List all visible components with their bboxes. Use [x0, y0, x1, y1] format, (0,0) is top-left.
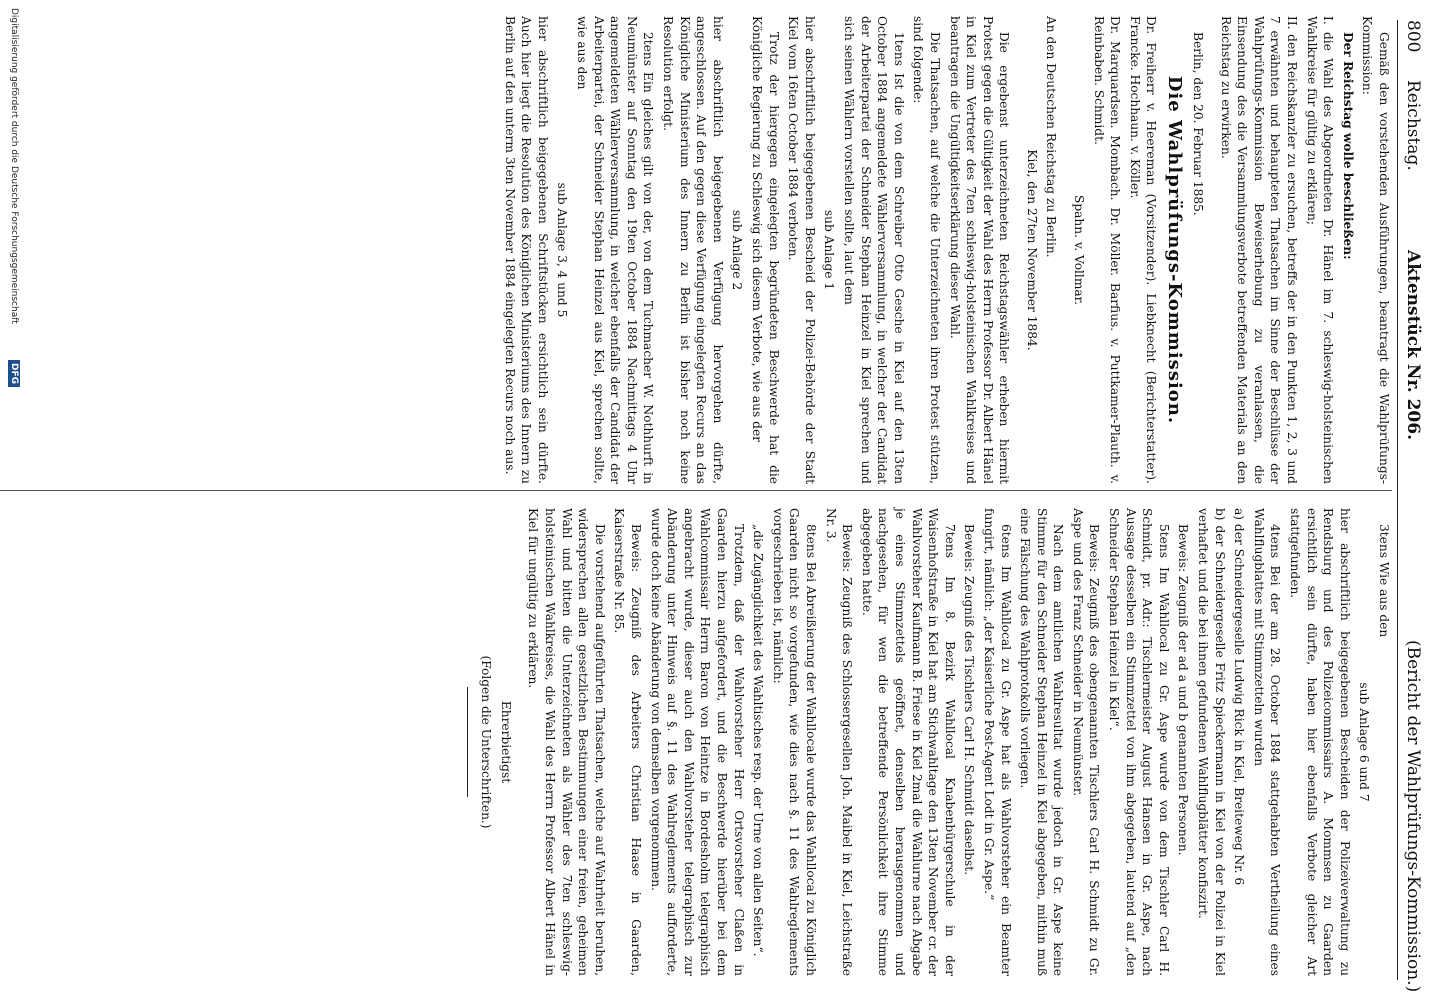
header-left-title: Reichstag.: [1403, 80, 1423, 171]
official-result-paragraph: Nach dem amtlichen Wahlresultat wurde jedoch in Gr. Aspe keine Stimme für den Schneider Stephan Heinzel in Kiel abgegeben, mithin muß eine Fälschung des Wahlprotokolls vorliegen.: [1018, 508, 1066, 976]
point-3-intro: 3tens Wie aus den: [1377, 524, 1391, 638]
annex-3-5-label: sub Anlage 3, 4 und 5: [555, 182, 570, 318]
point-4-item-b: b) der Schneidergeselle Fritz Spieckermann in Kiel von der Polizei in Kiel verhaftet und die bei ihnen gefundenen Wahlflugblätter konfiszirt.: [1196, 508, 1227, 976]
left-column: [498, 16, 1392, 484]
protest-paragraph-2: Die Thatsachen, auf welche die Unterzeichneten ihren Protest stützen, sind folgende:: [911, 16, 942, 484]
dfg-logo-badge: DFG: [8, 360, 20, 387]
annex-6-7-label: sub Anlage 6 und 7: [1357, 682, 1372, 802]
conclusion-paragraph: Die vorstehend aufgeführten Thatsachen, welche auf Wahrheit beruhen, widersprechen allen gesetzlichen Bestimmungen einer freien, geheimen Wahl und bitten die Unterzeichneten als Wähler des 7ten schleswig-holsteinischen Wahlkreises, die Wahl des Herrn Professor Albert Hänel in Kiel für ungültig zu erklären.: [526, 508, 607, 976]
point-1-paragraph: 1tens Ist die von dem Schreiber Otto Gesche in Kiel auf den 13ten October 1884 angemeldete Wählerversammlung, in welcher der Candidat der Arbeiterpartei der Schneider Stephan Heinzel in Kiel sprechen und sich seinen Wählern vorstellen sollte, laut dem: [841, 16, 906, 484]
point-2-paragraph: 2tens Ein gleiches gilt von der, von dem Tuchmacher W. Nothhurft in Neumünster auf Sonntag den 19ten October 1884 Nachmittags 4 Uhr angemeldeten Wählerversammlung, in welcher ebenfalls der Candidat der Arbeiterpartei, der Schneider Stephan Heinzel aus Kiel, sprechen sollte, wie aus den: [575, 16, 656, 484]
closing-rule: [467, 687, 468, 797]
header-rule: [1397, 20, 1398, 980]
column-divider: [0, 490, 1392, 491]
complaint-paragraph: Trotz der hiergegen eingelegten begründeten Beschwerde hat die Königliche Regierung zu Schleswig sich diesem Verbote, wie aus der: [750, 16, 781, 484]
berlin-date: Berlin, den 20. Februar 1885.: [1191, 32, 1206, 216]
point-8-paragraph: 8tens Bei Abreißierung der Wahllocale wurde das Wahllocal zu Königlich Gaarden nicht so vorgefunden, wie dies nach §. 11 des Wahlreglements vorgeschrieben ist, nämlich:: [770, 508, 818, 976]
page-number: 800: [1403, 20, 1423, 53]
point-4-item-a: a) der Schneidergeselle Ludwig Rick in Kiel, Breiteweg Nr. 6: [1232, 508, 1247, 886]
evidence-point-4: Beweis: Zeugniß der ad a und b genannten Personen.: [1176, 524, 1191, 856]
evidence-point-7: Beweis: Zeugniß des Schlossergesellen Joh. Maibel in Kiel, Leichstraße Nr. 3.: [823, 508, 855, 976]
signatory-line-2: Dr. Marquardsen. Mombach. Dr. Möller. Barfius. v. Puttkamer-Plauth. v. Reinbaben. Schmidt.: [1091, 16, 1123, 484]
point-3-paragraph: hier abschriftlich beigegebenen Bescheiden der Polizeiverwaltung zu Rendsburg und des Polizeicommissairs A. Mommsen zu Gaarden ersichtlich sein dürfte, haben hier ebenfalls Verbote gleicher Art stattgefunden.: [1288, 508, 1352, 976]
signatory-line-1: Dr. Freiherr v. Heereman (Vorsitzender). Liebknecht (Berichterstatter). Francke. Hochhaun. v. Köller.: [1127, 16, 1159, 484]
motion-item-2: II. den Reichskanzler zu ersuchen, betreffs der in den Punkten 1, 2, 3 und 7 erwähnten und behaupteten Thatsachen im Sinne der Beschlüsse der Wahlprüfungs-Kommission Beweiserhebung zu veranlassen, die Einsendung des die Versammlungsverbote betreffenden Materials an den Reichstag zu erwirken.: [1218, 16, 1300, 484]
protest-paragraph-1: Die ergebenst unterzeichneten Reichstagswähler erheben hiermit Protest gegen die Gültigkeit der Wahl des Herrn Professor Dr. Albert Hänel in Kiel zum Vertreter des 7ten schleswig-holsteinischen Wahlkreises und beantragen die Ungültigkeitserklärung dieser Wahl.: [947, 16, 1012, 484]
point-6-paragraph: 6tens Im Wahllocal zu Gr. Aspe hat als Wahlvorsteher ein Beamter fungirt, nämlich: „der Kaiserliche Post-Agent Lodt in Gr. Aspe.“: [981, 508, 1013, 976]
point-7-paragraph: 7tens Im 8. Bezirk Wahllocal Knabenbürgerschule in der Waisenhofstraße in Kiel hat am Stichwahltage den 13ten November cr. der Wahlvorsteher Kaufmann B. Friese in Kiel 2mal die Wahlurne nach Abgabe je eines Stimmzettels geöffnet, denselben herausgenommen und nachgesehen, für wen die betreffende Persönlichkeit ihre Stimme abgegeben hatte.: [859, 508, 957, 976]
document-label: Aktenstück Nr. 206.: [1403, 250, 1423, 441]
gaarden-paragraph: Trotzdem, daß der Wahlvorsteher Herr Ortsvorsteher Claßen in Gaarden hierzu aufgefordert, und die Beschwerde hierüber bei dem Wahlcommissair Herrn Baron von Heintze in Bordesholm telegraphisch angebracht wurde, dieser auch den Wahlvorsteher telegraphisch zur Abänderung unter Hinweis auf §. 11 des Wahlreglements aufforderte, wurde doch keine Abänderung von demselben vorgenommen.: [648, 508, 746, 976]
annex-3-5-paragraph: hier abschriftlich beigegebenen Schriftstücken ersichtlich sein dürfte. Auch hier liegt die Resolution des Königlichen Ministeriums des Innern zu Berlin auf den unterm 3ten November 1884 eingelegten Recurs noch aus.: [502, 16, 550, 484]
dfg-funding-note: [6, 0, 20, 1000]
point-1-continuation: hier abschriftlich beigegebenen Bescheid der Polizei-Behörde der Stadt Kiel vom 16ten October 1884 verboten.: [786, 16, 817, 484]
point-5-paragraph: 5tens Im Wahllocal zu Gr. Aspe wurde von dem Tischler Carl H. Schmidt, pr. Adr.: Tischlermeister August Hansen in Gr. Aspe, nach Aussage desselben ein Stimmzettel von ihm abgegeben, lautend auf „den Schneider Stephan Heinzel in Kiel“.: [1107, 508, 1171, 976]
closing-salutation: Ehrerbietigst: [498, 700, 513, 784]
intro-paragraph: Gemäß den vorstehenden Ausführungen, beantragt die Wahlprüfungs-Kommission:: [1360, 16, 1391, 484]
place-date: Kiel, den 27ten November 1884.: [1024, 149, 1039, 351]
regulation-quote: „die Zugänglichkeit des Wahltisches resp. der Urne von allen Seiten“.: [751, 524, 766, 957]
annex-2-paragraph: hier abschriftlich beigegebenen Verfügung hervorgehen dürfte, angeschlossen. Auf den gegen diese Verfügung eingelegten Recurs an das Königliche Ministerium des Innern zu Berlin ist bisher noch keine Resolution erfolgt.: [661, 16, 725, 484]
evidence-point-5: Beweis: Zeugniß des obengenannten Tischlers Carl H. Schmidt zu Gr. Aspe und des Franz Schneider in Neumünster.: [1070, 508, 1102, 976]
signatory-line-3: Spahn. v. Vollmar.: [1072, 194, 1087, 306]
commission-heading: Die Wahlprüfungs-Kommission.: [1164, 75, 1186, 425]
motion-item-1: I. die Wahl des Abgeordneten Dr. Hänel im 7. schleswig-holsteinischen Wahlkreise für gültig zu erklären;: [1304, 16, 1336, 484]
annex-2-label: sub Anlage 2: [730, 209, 745, 291]
right-column: [457, 508, 1392, 976]
resolve-line: Der Reichstag wolle beschließen:: [1340, 32, 1355, 260]
header-right-title: (Bericht der Wahlprüfungs-Kommission.): [1403, 640, 1423, 993]
address-line: An den Deutschen Reichstag zu Berlin.: [1044, 16, 1059, 258]
annex-1-label: sub Anlage 1: [822, 209, 837, 291]
point-4-paragraph: 4tens Bei der am 28. October 1884 stattgehabten Vertheilung eines Wahlflugblattes mit Stimmzetteln wurden: [1251, 508, 1283, 976]
signatures-note: (Folgen die Unterschriften.): [479, 655, 494, 829]
evidence-point-6: Beweis: Zeugniß des Tischlers Carl H. Schmidt daselbst.: [962, 524, 977, 876]
evidence-point-8: Beweis: Zeugniß des Arbeiters Christian Haase in Gaarden, Kaiserstraße Nr. 85.: [612, 508, 644, 976]
dfg-note-text: Digitalisierung gefördert durch die Deutsche Forschungsgemeinschaft: [9, 8, 19, 324]
